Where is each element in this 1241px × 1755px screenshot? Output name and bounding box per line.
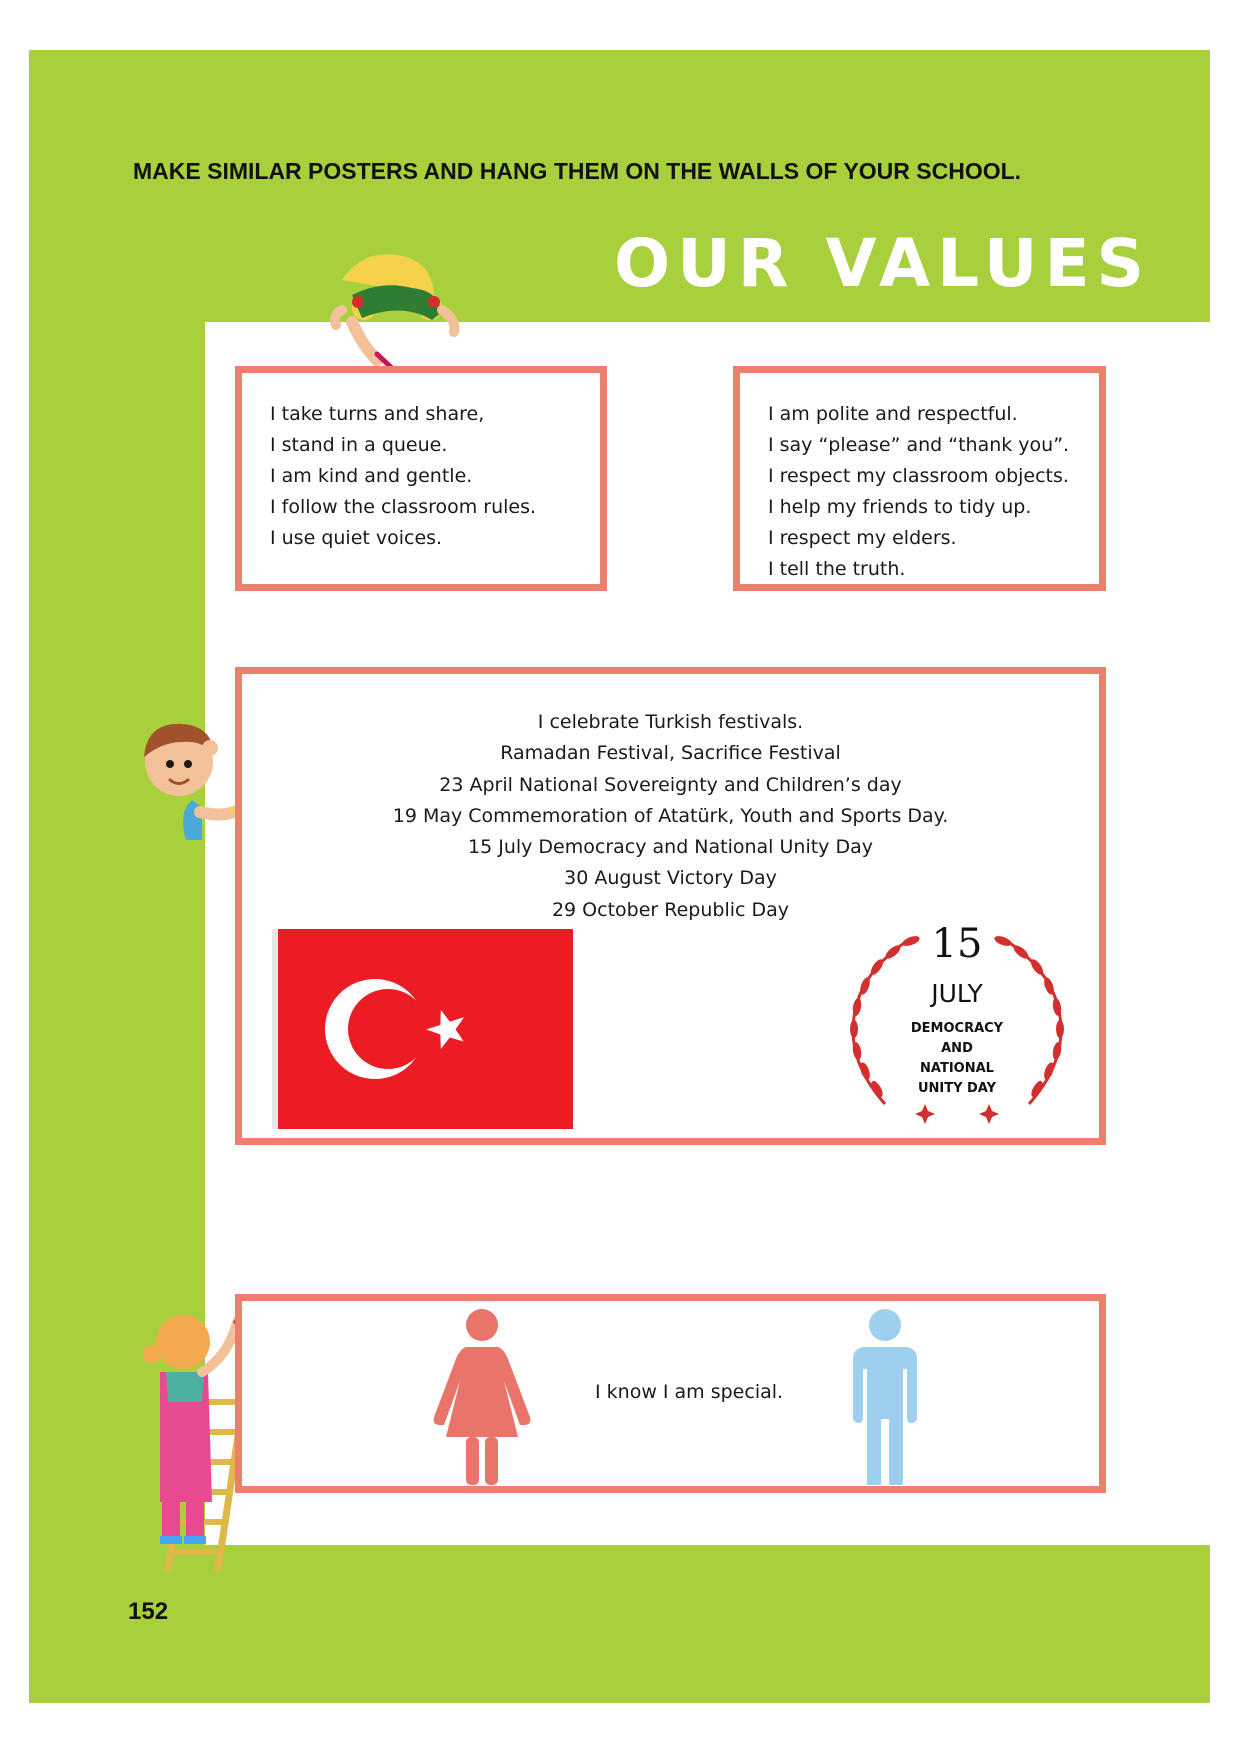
special-statement: I know I am special. bbox=[595, 1381, 784, 1403]
man-icon bbox=[849, 1309, 921, 1485]
list-item: I respect my elders. bbox=[768, 527, 957, 549]
badge-caption-line: AND bbox=[941, 1041, 973, 1056]
list-item: Ramadan Festival, Sacrifice Festival bbox=[500, 742, 841, 765]
list-item: I take turns and share, bbox=[270, 403, 485, 425]
list-item: I am polite and respectful. bbox=[768, 403, 1018, 425]
list-item: I celebrate Turkish festivals. bbox=[537, 711, 804, 733]
list-item: I respect my classroom objects. bbox=[768, 465, 1069, 487]
instruction-heading: MAKE SIMILAR POSTERS AND HANG THEM ON THE WALLS OF YOUR SCHOOL. bbox=[133, 158, 1022, 184]
girl-peeking-illustration bbox=[322, 250, 472, 380]
turkish-flag-icon bbox=[272, 929, 573, 1129]
sharing-values-list bbox=[270, 399, 536, 554]
festivals-list bbox=[242, 707, 1099, 926]
woman-icon bbox=[430, 1309, 534, 1485]
list-item: I stand in a queue. bbox=[270, 434, 448, 456]
badge-day: 15 bbox=[931, 921, 983, 967]
july-15-badge bbox=[827, 919, 1087, 1129]
badge-caption-line: NATIONAL bbox=[920, 1061, 994, 1076]
poster-box-festivals bbox=[235, 667, 1106, 1145]
list-item: 23 April National Sovereignty and Children’s day bbox=[439, 773, 902, 796]
poster-box-sharing bbox=[235, 366, 607, 591]
badge-caption-line: DEMOCRACY bbox=[910, 1021, 1004, 1036]
list-item: I tell the truth. bbox=[768, 558, 906, 580]
list-item: 19 May Commemoration of Atatürk, Youth and Sports Day. bbox=[392, 804, 949, 827]
poster-title: OUR VALUES bbox=[614, 225, 1152, 302]
badge-caption bbox=[827, 1019, 1087, 1099]
list-item: 29 October Republic Day bbox=[551, 898, 790, 921]
badge-caption-line: UNITY DAY bbox=[917, 1081, 997, 1096]
badge-month: JULY bbox=[931, 979, 983, 1008]
list-item: I use quiet voices. bbox=[270, 527, 443, 549]
list-item: 15 July Democracy and National Unity Day bbox=[468, 836, 873, 859]
respect-values-list bbox=[768, 399, 1069, 585]
list-item: I say “please” and “thank you”. bbox=[768, 434, 1070, 456]
page-number: 152 bbox=[128, 1598, 169, 1625]
list-item: I help my friends to tidy up. bbox=[768, 496, 1032, 518]
list-item: 30 August Victory Day bbox=[564, 867, 777, 890]
list-item: I am kind and gentle. bbox=[270, 465, 473, 487]
list-item: I follow the classroom rules. bbox=[270, 496, 537, 518]
poster-box-respect bbox=[733, 366, 1106, 591]
poster-box-special bbox=[235, 1294, 1106, 1493]
